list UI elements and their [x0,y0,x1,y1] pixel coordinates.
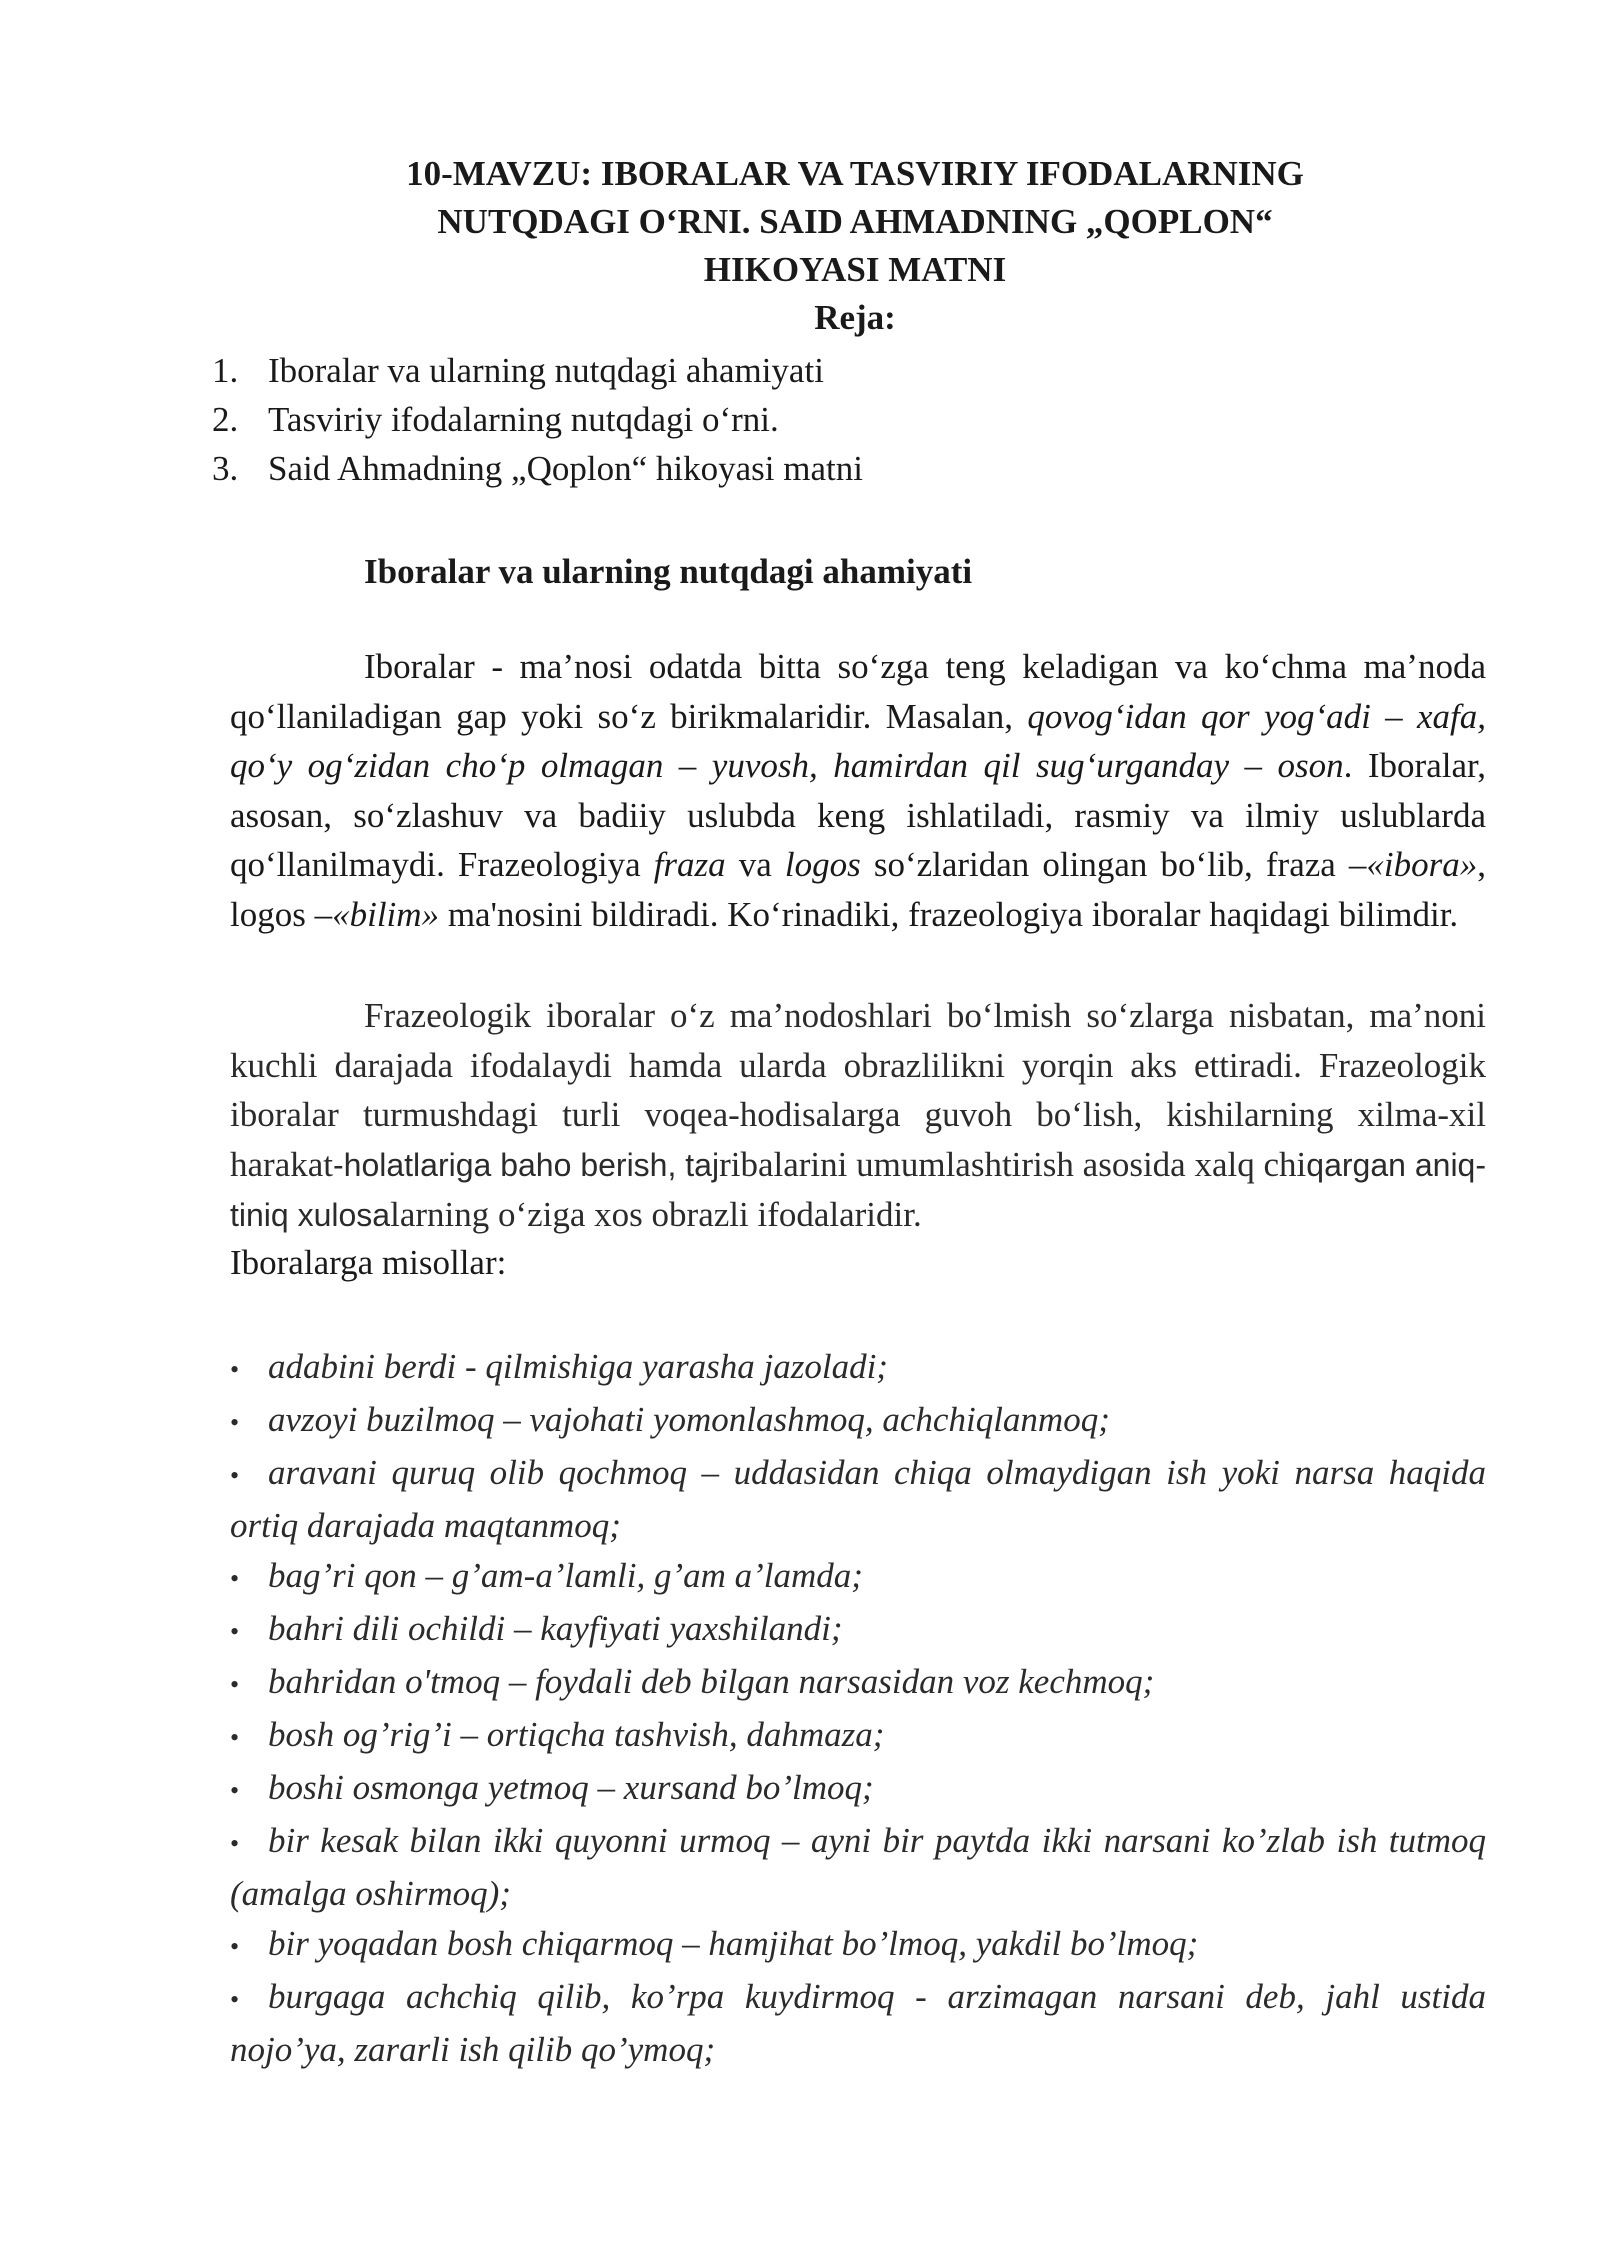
example-text: bosh og’rig’i – ortiqcha tashvish, dahmaza; [268,1715,885,1754]
example-text: avzoyi buzilmoq – vajohati yomonlashmoq, achchiqlanmoq; [268,1400,1110,1439]
paragraph-italic-text: logos [784,845,861,884]
paragraph-sans-text: qargan aniq-tiniq xulosa [230,1146,1487,1233]
bullet-icon: • [230,1723,240,1752]
paragraph-italic-text: «ibora» [1366,845,1478,884]
bullet-icon: • [230,1408,240,1437]
paragraph-text: ma'nosini bildiradi. Ko‘rinadiki, frazeologiya iboralar haqidagi bilimdir. [439,894,1459,934]
document-title [230,150,1480,342]
plan-item-text: Said Ahmadning „Qoplon“ hikoyasi matni [268,449,863,488]
bullet-icon: • [230,1355,240,1384]
paragraph-text: Frazeologik iboralar o‘z ma’nodoshlari bo‘lmish so‘zlarga nisbatan, ma’noni kuchli darajada ifodalaydi hamda ularda obrazlilikni yorqin aks ettiradi. Frazeologik iboralar turmushdagi turli voqea-hodisalarga guvoh bo‘lish, kishilarning xilma-xil harakat [230,996,1486,1184]
example-text: aravani quruq olib qochmoq – uddasidan chiqa olmaydigan ish yoki narsa haqida ortiq darajada maqtanmoq; [230,1453,1486,1545]
plan-item-number: 3. [212,449,239,488]
example-item [230,1342,1486,1395]
examples-lead: Iboralarga misollar: [230,1243,507,1282]
paragraph-text: so‘zlaridan olingan bo‘lib, fraza – [860,845,1367,884]
example-text: boshi osmonga yetmoq – xursand bo’lmoq; [268,1768,874,1807]
example-text: adabini berdi - qilmishiga yarasha jazoladi; [268,1347,888,1386]
example-item [230,1816,1486,1919]
bullet-icon: • [230,1670,240,1699]
example-text: bir kesak bilan ikki quyonni urmoq – ayni bir paytda ikki narsani ko’zlab ish tutmoq (amalga oshirmoq); [230,1821,1486,1913]
bullet-icon: • [230,1932,240,1961]
bullet-icon: • [230,1985,240,2014]
example-text: bir yoqadan bosh chiqarmoq – hamjihat bo’lmoq, yakdil bo’lmoq; [268,1924,1199,1963]
example-item [230,1710,1486,1763]
plan-item-number: 2. [212,400,239,439]
example-item [230,1657,1486,1710]
paragraph-text: , logos – [230,845,1486,934]
examples-list [230,1342,1486,2075]
plan-heading: Reja: [814,298,896,337]
example-item [230,1919,1486,1972]
example-item [230,1551,1486,1604]
section-heading: Iboralar va ularning nutqdagi ahamiyati [364,552,973,591]
bullet-icon: • [230,1829,240,1858]
paragraph-text: va [725,845,785,884]
example-item [230,1763,1486,1816]
paragraph-definition [230,642,1486,939]
paragraph-text: Iboralar - ma’nosi odatda bitta so‘zga teng keladigan va ko‘chma ma’noda qo‘llaniladigan gap yoki so‘z birikmalaridir. Masalan, [230,647,1486,736]
plan-item [212,395,863,444]
bullet-icon: • [230,1461,240,1490]
example-item [230,1972,1486,2075]
paragraph-italic-text: qovog‘idan qor yog‘adi – xafa, qo‘y og‘zidan cho‘p olmagan – yuvosh, hamirdan qil sug‘urganday – oson [230,696,1486,785]
paragraph-phraseology [230,991,1486,1241]
plan-item [212,346,863,395]
plan-item-text: Iboralar va ularning nutqdagi ahamiyati [268,351,824,390]
plan-item-text: Tasviriy ifodalarning nutqdagi o‘rni. [268,400,779,439]
plan-item-number: 1. [212,351,239,390]
paragraph-sans-text: -holatlariga baho berish, taj [332,1146,720,1183]
title-line-1: 10-MAVZU: IBORALAR VA TASVIRIY IFODALARNING [406,154,1304,193]
bullet-icon: • [230,1776,240,1805]
paragraph-text: ribalarini umumlashtirish asosida xalq chi [719,1144,1307,1184]
bullet-icon: • [230,1617,240,1646]
example-item [230,1448,1486,1551]
example-text: bag’ri qon – g’am-a’lamli, g’am a’lamda; [268,1556,863,1595]
paragraph-text: larning o‘ziga xos obrazli ifodalaridir. [390,1195,922,1234]
example-item [230,1604,1486,1657]
bullet-icon: • [230,1564,240,1593]
example-text: bahridan o'tmoq – foydali deb bilgan narsasidan voz kechmoq; [268,1662,1155,1701]
plan-list [212,346,863,493]
example-text: burgaga achchiq qilib, ko’rpa kuydirmoq - arzimagan narsani deb, jahl ustida nojo’ya, zararli ish qilib qo’ymoq; [230,1977,1486,2069]
paragraph-italic-text: fraza [653,845,726,884]
paragraph-italic-text: «bilim» [332,894,440,934]
title-line-3: HIKOYASI MATNI [703,250,1007,289]
plan-item [212,444,863,493]
example-text: bahri dili ochildi – kayfiyati yaxshilandi; [268,1609,843,1648]
paragraph-text: . Iboralar, asosan, so‘zlashuv va badiiy uslubda keng ishlatiladi, rasmiy va ilmiy uslublarda qo‘llanilmaydi. Frazeologiya [230,746,1487,884]
example-item [230,1395,1486,1448]
title-line-2: NUTQDAGI O‘RNI. SAID AHMADNING „QOPLON“ [437,202,1273,241]
